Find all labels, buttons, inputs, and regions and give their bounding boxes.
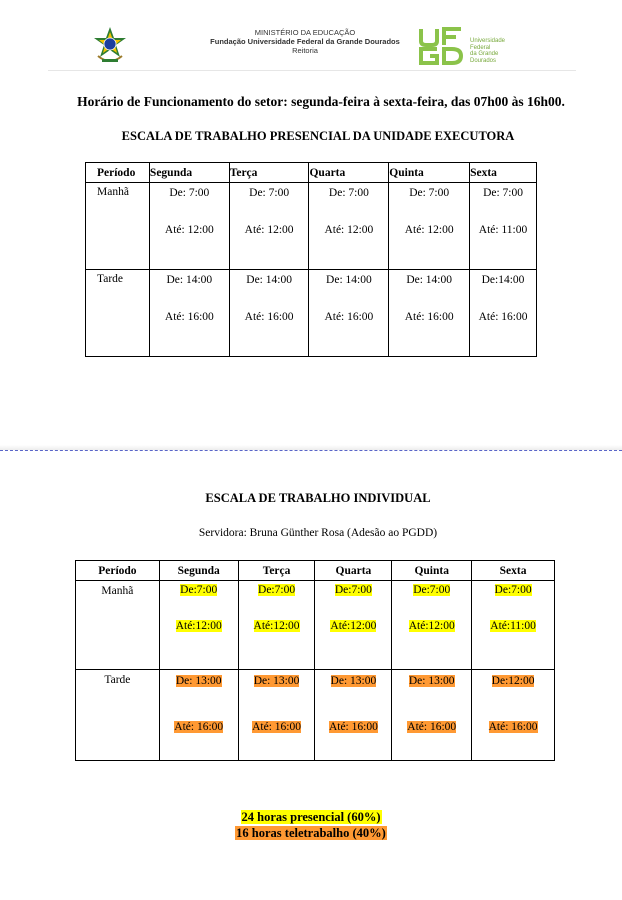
start-time: De: 14:00 bbox=[166, 274, 213, 286]
header-cell: Segunda bbox=[159, 561, 238, 581]
end-time: Até: 11:00 bbox=[478, 224, 528, 236]
end-time: Até: 16:00 bbox=[174, 721, 224, 733]
start-time: De: 14:00 bbox=[406, 274, 453, 286]
presencial-schedule-table bbox=[85, 162, 537, 357]
start-time: De: 14:00 bbox=[326, 274, 372, 286]
period-cell: Tarde bbox=[86, 270, 150, 357]
ministry-name: MINISTÉRIO DA EDUCAÇÃO bbox=[254, 28, 356, 37]
header-cell: Quinta bbox=[389, 163, 470, 183]
summary-presencial-text: 24 horas presencial (60%) bbox=[241, 810, 381, 824]
end-time: Até:12:00 bbox=[330, 620, 377, 632]
time-cell bbox=[472, 670, 555, 761]
start-time: De: 13:00 bbox=[175, 675, 222, 687]
start-time: De:7:00 bbox=[494, 584, 532, 596]
end-time: Até:12:00 bbox=[253, 620, 300, 632]
time-cell bbox=[149, 270, 229, 357]
period-cell: Manhã bbox=[86, 183, 150, 270]
operating-hours: Horário de Funcionamento do setor: segunda-feira à sexta-feira, das 07h00 às 16h00. bbox=[77, 94, 565, 109]
foundation-name: Fundação Universidade Federal da Grande Dourados bbox=[210, 37, 400, 46]
end-time: Até: 16:00 bbox=[478, 311, 528, 323]
time-cell bbox=[159, 581, 238, 670]
header-cell: Terça bbox=[229, 163, 309, 183]
time-cell bbox=[389, 270, 470, 357]
time-cell bbox=[229, 270, 309, 357]
end-time: Até:12:00 bbox=[408, 620, 455, 632]
table-header-row bbox=[76, 561, 555, 581]
header-cell: Quarta bbox=[315, 561, 392, 581]
summary-teletrabalho-text: 16 horas teletrabalho (40%) bbox=[236, 826, 386, 840]
end-time: Até: 12:00 bbox=[404, 224, 454, 236]
table-row bbox=[76, 670, 555, 761]
end-time: Até: 16:00 bbox=[488, 721, 538, 733]
ufgd-logo-icon bbox=[418, 26, 466, 66]
end-time: Até: 16:00 bbox=[164, 311, 214, 323]
start-time: De: 7:00 bbox=[249, 187, 290, 199]
end-time: Até: 16:00 bbox=[328, 721, 378, 733]
header-cell: Quarta bbox=[309, 163, 389, 183]
time-cell bbox=[238, 581, 315, 670]
end-time: Até: 16:00 bbox=[244, 311, 294, 323]
table-row bbox=[76, 581, 555, 670]
table-row bbox=[86, 270, 537, 357]
end-time: Até: 12:00 bbox=[164, 224, 214, 236]
summary-presencial bbox=[0, 810, 622, 825]
servant-name: Servidora: Bruna Günther Rosa (Adesão ao PGDD) bbox=[198, 527, 438, 539]
individual-schedule-title: ESCALA DE TRABALHO INDIVIDUAL bbox=[205, 491, 431, 505]
end-time: Até: 12:00 bbox=[244, 224, 294, 236]
start-time: De: 14:00 bbox=[246, 274, 292, 286]
ufgd-text-line: Federal bbox=[470, 44, 491, 51]
time-cell bbox=[470, 183, 537, 270]
start-time: De: 13:00 bbox=[330, 675, 377, 687]
start-time: De: 7:00 bbox=[328, 187, 369, 199]
header-cell: Período bbox=[86, 163, 150, 183]
start-time: De:7:00 bbox=[180, 584, 218, 596]
time-cell bbox=[149, 183, 229, 270]
time-cell bbox=[238, 670, 315, 761]
summary-teletrabalho bbox=[0, 826, 622, 841]
time-cell bbox=[470, 270, 537, 357]
time-cell bbox=[229, 183, 309, 270]
header-cell: Quinta bbox=[392, 561, 472, 581]
time-cell bbox=[472, 581, 555, 670]
start-time: De: 13:00 bbox=[408, 675, 455, 687]
start-time: De:12:00 bbox=[491, 675, 535, 687]
start-time: De:7:00 bbox=[258, 584, 296, 596]
ufgd-text-line: da Grande bbox=[470, 51, 499, 58]
time-cell bbox=[389, 183, 470, 270]
presencial-schedule-title: ESCALA DE TRABALHO PRESENCIAL DA UNIDADE EXECUTORA bbox=[121, 129, 515, 143]
start-time: De:7:00 bbox=[413, 584, 451, 596]
end-time: Até: 16:00 bbox=[404, 311, 454, 323]
end-time: Até: 16:00 bbox=[252, 721, 301, 733]
end-time: Até:12:00 bbox=[175, 620, 222, 632]
time-cell bbox=[392, 581, 472, 670]
time-cell bbox=[309, 183, 389, 270]
time-cell bbox=[309, 270, 389, 357]
time-cell bbox=[315, 670, 392, 761]
start-time: De: 13:00 bbox=[253, 675, 300, 687]
brazil-coat-of-arms-icon bbox=[90, 26, 130, 64]
ufgd-text-line: Universidade bbox=[470, 38, 506, 44]
table-row bbox=[86, 183, 537, 270]
individual-schedule-table bbox=[75, 560, 555, 761]
ufgd-logo-text bbox=[470, 38, 505, 64]
institution-text bbox=[160, 28, 450, 55]
end-time: Até: 12:00 bbox=[324, 224, 374, 236]
ufgd-text-line: Dourados bbox=[470, 57, 497, 64]
start-time: De: 7:00 bbox=[409, 187, 450, 199]
period-cell: Manhã bbox=[76, 581, 160, 670]
start-time: De: 7:00 bbox=[169, 187, 210, 199]
header-cell: Segunda bbox=[149, 163, 229, 183]
end-time: Até: 16:00 bbox=[324, 311, 374, 323]
table-header-row bbox=[86, 163, 537, 183]
page-break-divider bbox=[0, 450, 622, 451]
time-cell bbox=[159, 670, 238, 761]
period-cell: Tarde bbox=[76, 670, 160, 761]
start-time: De: 7:00 bbox=[483, 187, 523, 199]
time-cell bbox=[315, 581, 392, 670]
header-cell: Período bbox=[76, 561, 160, 581]
end-time: Até: 16:00 bbox=[407, 721, 457, 733]
time-cell bbox=[392, 670, 472, 761]
start-time: De:7:00 bbox=[334, 584, 372, 596]
header-cell: Sexta bbox=[472, 561, 555, 581]
header-cell: Terça bbox=[238, 561, 315, 581]
document-header bbox=[40, 22, 582, 70]
header-divider bbox=[48, 70, 576, 71]
office-name: Reitoria bbox=[292, 46, 318, 55]
start-time: De:14:00 bbox=[481, 274, 525, 286]
header-cell: Sexta bbox=[470, 163, 537, 183]
end-time: Até:11:00 bbox=[490, 620, 536, 632]
